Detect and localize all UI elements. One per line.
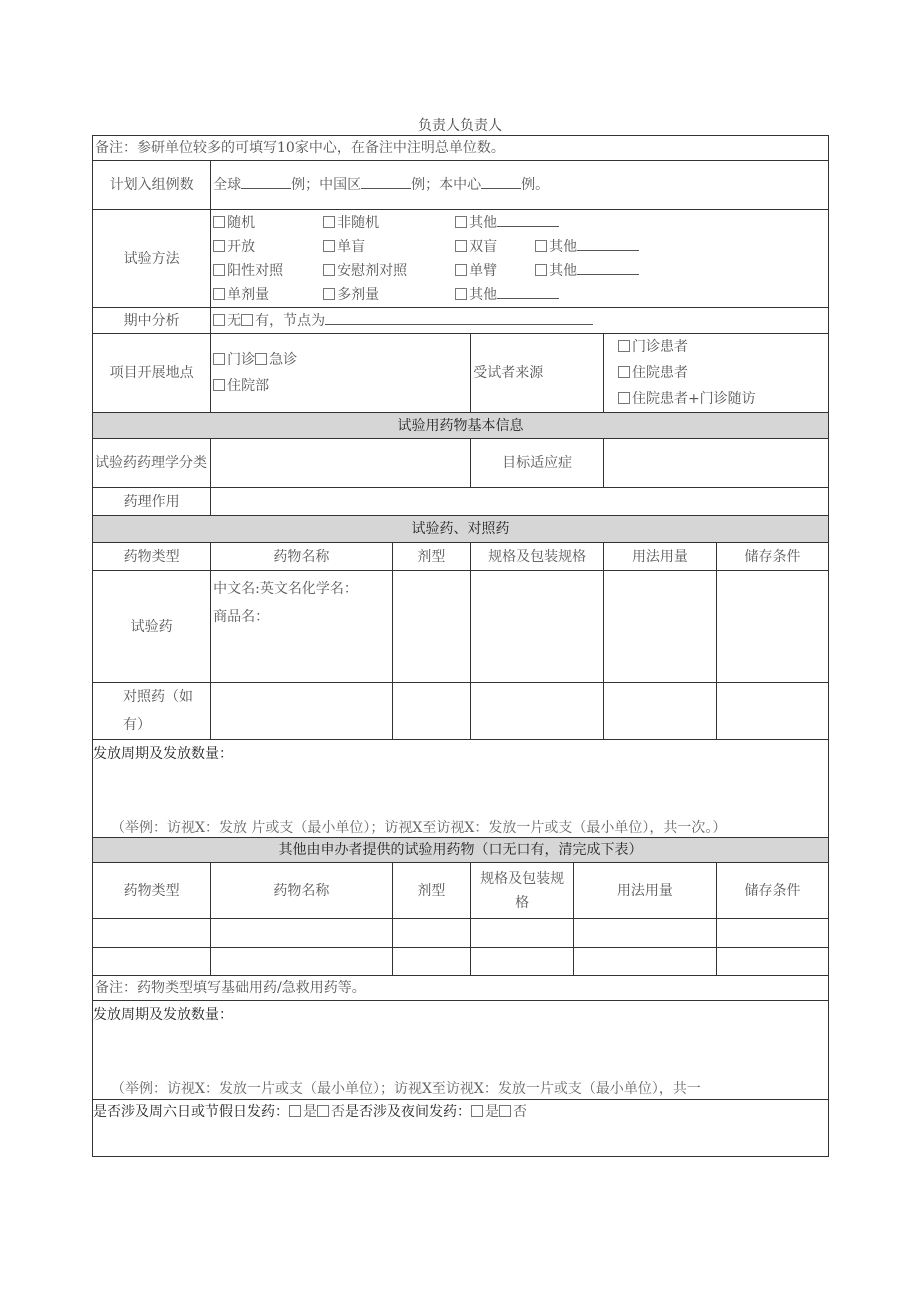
- method-option[interactable]: 单臂: [455, 259, 535, 283]
- interim-yes-checkbox[interactable]: 有，节点为: [241, 313, 325, 329]
- site-options: [211, 334, 471, 413]
- control-drug-storage-cell[interactable]: [716, 683, 828, 740]
- site-inpatient[interactable]: 住院部: [213, 378, 269, 394]
- interim-options: [211, 308, 829, 334]
- subject-inpatient-followup[interactable]: 住院患者+门诊随访: [618, 386, 826, 412]
- interim-none-checkbox[interactable]: 无: [213, 313, 241, 329]
- method-option[interactable]: 双盲: [455, 235, 535, 259]
- drug-info-form: [92, 135, 829, 1157]
- col-header-form: 剂型: [392, 543, 471, 571]
- method-label: 试验方法: [93, 210, 211, 308]
- col-header-name: 药物名称: [211, 543, 392, 571]
- subject-source-label: 受试者来源: [471, 334, 604, 413]
- method-option[interactable]: 其他: [535, 259, 655, 283]
- method-option[interactable]: 安慰剂对照: [323, 259, 455, 283]
- test-drug-name-cell[interactable]: 中文名:英文名化学名： 商品名：: [211, 571, 392, 683]
- pharm-class-label: 试验药药理学分类: [93, 439, 211, 488]
- action-field[interactable]: [211, 488, 829, 516]
- method-option[interactable]: 随机: [213, 211, 323, 235]
- other-drug-cell[interactable]: [716, 919, 828, 948]
- col-header-type: 药物类型: [93, 863, 211, 919]
- section-header-basic-info: 试验用药物基本信息: [93, 413, 829, 439]
- control-drug-label: 对照药（如有）: [93, 683, 211, 740]
- section-header-other-drugs: 其他由申办者提供的试验用药物（口无口有，清完成下表）: [93, 838, 829, 863]
- control-drug-name-cell[interactable]: [211, 683, 392, 740]
- holiday-no-checkbox[interactable]: 否: [317, 1104, 345, 1120]
- indication-label: 目标适应症: [471, 439, 604, 488]
- dispense-example: （举例：访视X：发放一片或支（最小单位）；访视X至访视X：发放一片或支（最小单位），共一: [111, 1081, 701, 1097]
- method-option[interactable]: 开放: [213, 235, 323, 259]
- test-drug-form-cell[interactable]: [392, 571, 471, 683]
- interim-label: 期中分析: [93, 308, 211, 334]
- china-count-field[interactable]: [361, 174, 411, 189]
- col-header-usage: 用法用量: [573, 863, 716, 919]
- other-drug-cell[interactable]: [392, 948, 471, 976]
- night-yes-checkbox[interactable]: 是: [471, 1104, 499, 1120]
- site-emergency[interactable]: 急诊: [255, 352, 297, 368]
- holiday-row: 是否涉及周六日或节假日发药： 是 否是否涉及夜间发药： 是 否: [93, 1100, 829, 1157]
- col-header-storage: 储存条件: [716, 863, 828, 919]
- col-header-form: 剂型: [392, 863, 471, 919]
- test-drug-label: 试验药: [93, 571, 211, 683]
- control-drug-usage-cell[interactable]: [603, 683, 716, 740]
- page-header: 负责人负责人: [418, 118, 502, 134]
- dispense-section-1[interactable]: [93, 740, 829, 838]
- action-label: 药理作用: [93, 488, 211, 516]
- method-options: [211, 210, 829, 308]
- method-option[interactable]: 多剂量: [323, 283, 455, 307]
- site-outpatient[interactable]: 门诊: [213, 352, 255, 368]
- method-option[interactable]: 单盲: [323, 235, 455, 259]
- subject-inpatient[interactable]: 住院患者: [618, 360, 826, 386]
- other-drug-cell[interactable]: [211, 948, 392, 976]
- other-drug-cell[interactable]: [573, 948, 716, 976]
- interim-node-field[interactable]: [325, 310, 593, 325]
- method-option[interactable]: 单剂量: [213, 283, 323, 307]
- enroll-label: 计划入组例数: [93, 161, 211, 210]
- other-drug-cell[interactable]: [392, 919, 471, 948]
- site-label: 项目开展地点: [93, 334, 211, 413]
- col-header-spec: 规格及包装规格: [471, 543, 604, 571]
- dispense-label: 发放周期及发放数量：: [93, 746, 233, 762]
- center-count-field[interactable]: [481, 174, 521, 189]
- method-option[interactable]: 其他: [455, 211, 655, 235]
- other-drug-cell[interactable]: [93, 919, 211, 948]
- other-drug-cell[interactable]: [471, 919, 574, 948]
- holiday-yes-checkbox[interactable]: 是: [289, 1104, 317, 1120]
- note-text: 备注：参研单位较多的可填写10家中心，在备注中注明总单位数。: [95, 140, 505, 156]
- method-option[interactable]: 其他: [455, 283, 655, 307]
- col-header-storage: 储存条件: [716, 543, 828, 571]
- section-header-drugs: 试验药、对照药: [93, 516, 829, 543]
- method-option[interactable]: 非随机: [323, 211, 455, 235]
- col-header-name: 药物名称: [211, 863, 392, 919]
- control-drug-spec-cell[interactable]: [471, 683, 604, 740]
- other-drug-cell[interactable]: [471, 948, 574, 976]
- enroll-fields: 全球 例；中国区 例；本中心 例。: [211, 161, 829, 210]
- test-drug-storage-cell[interactable]: [716, 571, 828, 683]
- col-header-spec: 规格及包装规格: [471, 863, 574, 919]
- test-drug-spec-cell[interactable]: [471, 571, 604, 683]
- other-drug-cell[interactable]: [716, 948, 828, 976]
- other-drug-cell[interactable]: [211, 919, 392, 948]
- test-drug-usage-cell[interactable]: [603, 571, 716, 683]
- dispense-example: （举例：访视X：发放 片或支（最小单位）；访视X至访视X：发放一片或支（最小单位），共一次。）: [111, 820, 727, 836]
- col-header-type: 药物类型: [93, 543, 211, 571]
- dispense-label: 发放周期及发放数量：: [93, 1007, 233, 1023]
- col-header-usage: 用法用量: [603, 543, 716, 571]
- control-drug-form-cell[interactable]: [392, 683, 471, 740]
- dispense-section-2[interactable]: [93, 1001, 829, 1100]
- method-option[interactable]: 阳性对照: [213, 259, 323, 283]
- night-no-checkbox[interactable]: 否: [499, 1104, 527, 1120]
- global-count-field[interactable]: [241, 174, 291, 189]
- indication-field[interactable]: [603, 439, 828, 488]
- subject-outpatient[interactable]: 门诊患者: [618, 334, 826, 360]
- pharm-class-field[interactable]: [211, 439, 471, 488]
- note-row-2: 备注：药物类型填写基础用药/急救用药等。: [93, 976, 829, 1001]
- other-drug-cell[interactable]: [573, 919, 716, 948]
- subject-source-options: [603, 334, 828, 413]
- other-drug-cell[interactable]: [93, 948, 211, 976]
- note-row: [93, 136, 829, 161]
- method-option[interactable]: 其他: [535, 235, 655, 259]
